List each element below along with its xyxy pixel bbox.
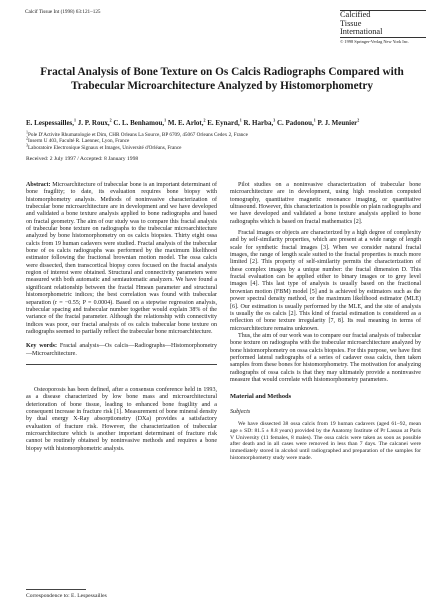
affiliation: $^1$Pole D'Activite Rhumatologie et Dim, CHR Orleans La Source, BP 6709, 45067 Orleans Cedex 2, France (26, 129, 248, 138)
keywords (26, 343, 217, 358)
body-paragraph: Fractal images or objects are characterized by a high degree of complexity and by self-similarity properties, which are present at a wide range of length scale for synthetic fractal images [3]. When we consider natural fractal images, the range of length scale suited to the fractal properties is much more limited [2]. This property of self-similarity permits the characterization of these complex images by a unique number: the fractal dimension D. This fractal evaluation can be applied either to binary images or to grey level images [4]. This last type of analysis is usually based on the fractional brownian motion (FBM) model [5] and is achieved by estimators such as the power spectral density method, or the maximum likelihood estimator (MLE) [6]. Our estimation is usually performed by the MLE, and the site of analysis is usually the os calcis [2]. This kind of fractal estimation is considered as a reflection of bone texture irregularity [7, 8]. Its real meaning in terms of microarchitecture remains unknown. (230, 230, 421, 332)
left-column (26, 182, 217, 453)
affiliations (26, 129, 418, 151)
affiliation: $^2$Inserm U 403, Faculté R. Laennec, Lyon, France (26, 135, 130, 145)
journal-citation: Calcif Tissue Int (1998) 63:121–125 (25, 9, 101, 15)
intro-paragraph: Osteoporosis has been defined, after a consensus conference held in 1993, as a disease characterized by low bone mass and microarchitectural deterioration of bone tissue, leading to enhanced bone fragility and a consequent increase in fracture risk [1]. Measurement of bone mineral density by dual energy X-Ray absorptiometry (DXa) provides a satisfactory evaluation of fracture risk. However, the characterization of trabecular microarchitecture which is another important determinant of fracture risk cannot be routinely obtained by noninvasive methods and requires a bone biopsy with histomorphometric analysis. (26, 386, 217, 452)
subsection-heading: Subjects (230, 408, 251, 415)
body-paragraph: Thus, the aim of our work was to compare our fractal analysis of trabecular bone texture on radiographs with the trabecular microarchitecture analyzed by bone histomorphometry on ossa calcis biopsies. For this purpose, we have first performed lateral radiographs of a series of cadaver ossa calcis, then taken samples from these bones for histomorphometry. The motivation for analyzing radiographs of ossa calcis is that they may ultimately provide a noninvasive measure that would correlate with histomorphometry parameters. (230, 332, 421, 383)
author: C. L. Benhamou, (113, 119, 165, 127)
author-list: E. Lespessailles,$^1$ J. P. Roux,$^2$ C. L. Benhamou,$^1$ M. E. Arlot,$^2$ E. Eynard,$^1$ R. Harba,$^3$ C. Padonou,$^1$ P. J. Meunier$^2$ (26, 117, 360, 127)
logo-line-2: Tissue (340, 18, 362, 28)
paper-title: Fractal Analysis of Bone Texture on Os Calcis Radiographs Compared with Trabecular Microarchitecture Analyzed by Histomorphometry (40, 66, 404, 92)
section-heading: Material and Methods (230, 393, 292, 401)
abstract-label: Abstract: (26, 182, 51, 188)
keywords-text: Fractal analysis—Os calcis—Radiographs—Histomorphometry—Microarchitecture. (26, 343, 217, 357)
footnote-divider (26, 589, 86, 590)
author: E. Lespessailles, (26, 119, 75, 127)
correspondence: Correspondence to: E. Lespessailles (26, 593, 107, 599)
body-paragraph: We have dissected 38 ossa calcis from 19 human cadavers (aged 61–92, mean age ± SD: 81.5 ± 8.8 years) provided by the Anatomy Institute of Pr Lassau at Paris V University (11 females, 8 males). The ossa calcis were taken as soon as possible after death and in all cases were removed in less than 7 days. The calcanei were immediately stored in alcohol until radiographed and preparation of the samples for histomorphometry study were made. (230, 420, 421, 461)
body-paragraph: Pilot studies on a noninvasive characterization of trabecular bone microarchitecture are in development, using high resolution computed tomography, quantitative magnetic resonance imaging, or quantitative ultrasound. However, this characterization is possible on plain radiographs and we have developed and validated a bone texture analysis applied to bone radiographs which is based on fractal mathematics [2]. (230, 182, 421, 225)
author: P. J. Meunier (317, 119, 358, 127)
author: E. Eynard, (207, 119, 240, 127)
author: M. E. Arlot, (167, 119, 204, 127)
author: J. P. Roux, (77, 119, 110, 127)
author: C. Padonou, (276, 119, 314, 127)
publisher-logo (340, 10, 426, 44)
abstract (26, 182, 217, 336)
logo-line-1: Calcified (340, 10, 371, 19)
logo-line-3: International (340, 27, 383, 36)
author: R. Harba, (243, 119, 274, 127)
affiliation: $^3$Laboratoire Electronique Signaux et Images, Université d'Orléans, France (26, 142, 182, 151)
logo-copyright: © 1998 Springer-Verlag New York Inc. (340, 38, 409, 44)
received-dates: Received: 2 July 1997 / Accepted: 8 January 1998 (26, 156, 139, 162)
abstract-text: Microarchitecture of trabecular bone is an important determinant of bone fragility; to date, its evaluation requires bone biopsy with histomorphometry analysis. Methods of noninvasive characterization of trabecular bone microarchitecture are in development and we have developed and validated a bone texture analysis applied to bone radiographs and based on fractal geometry. The aim of our study was to compare this fractal analysis of trabecular bone texture on radiographs to the trabecular microarchitecture analyzed by bone histomorphometry on os calcis biopsies. Thirty eight ossa calcis from 19 human cadavers were studied. Fractal analysis of the trabecular bone of os calcis radiographs was performed by the maximum likelihood estimator following the fractional brownian motion model. The ossa calcis were dissected, then transcortical biopsy cores focused on the fractal analysis region of interest were obtained. Structural and connectivity parameters were measured with both automatic and semiautomatic analyzers. We have found a significant relationship between the fractal Hmean parameter and structural histomorphometric indices; the best correlation was found with trabecular separation (r = −0.55; P = 0.0004). Based on a stepwise regression analysis, trabecular spacing and trabecular number together would explain 38% of the variance of the fractal parameter. Although the relationship with connectivity indices was poor, our fractal analysis of os calcis trabecular bone texture on radiographs seemed to partially reflect the trabecular bone microarchitecture. (26, 182, 217, 335)
keywords-label: Key words: (26, 343, 58, 350)
right-column (230, 182, 421, 462)
